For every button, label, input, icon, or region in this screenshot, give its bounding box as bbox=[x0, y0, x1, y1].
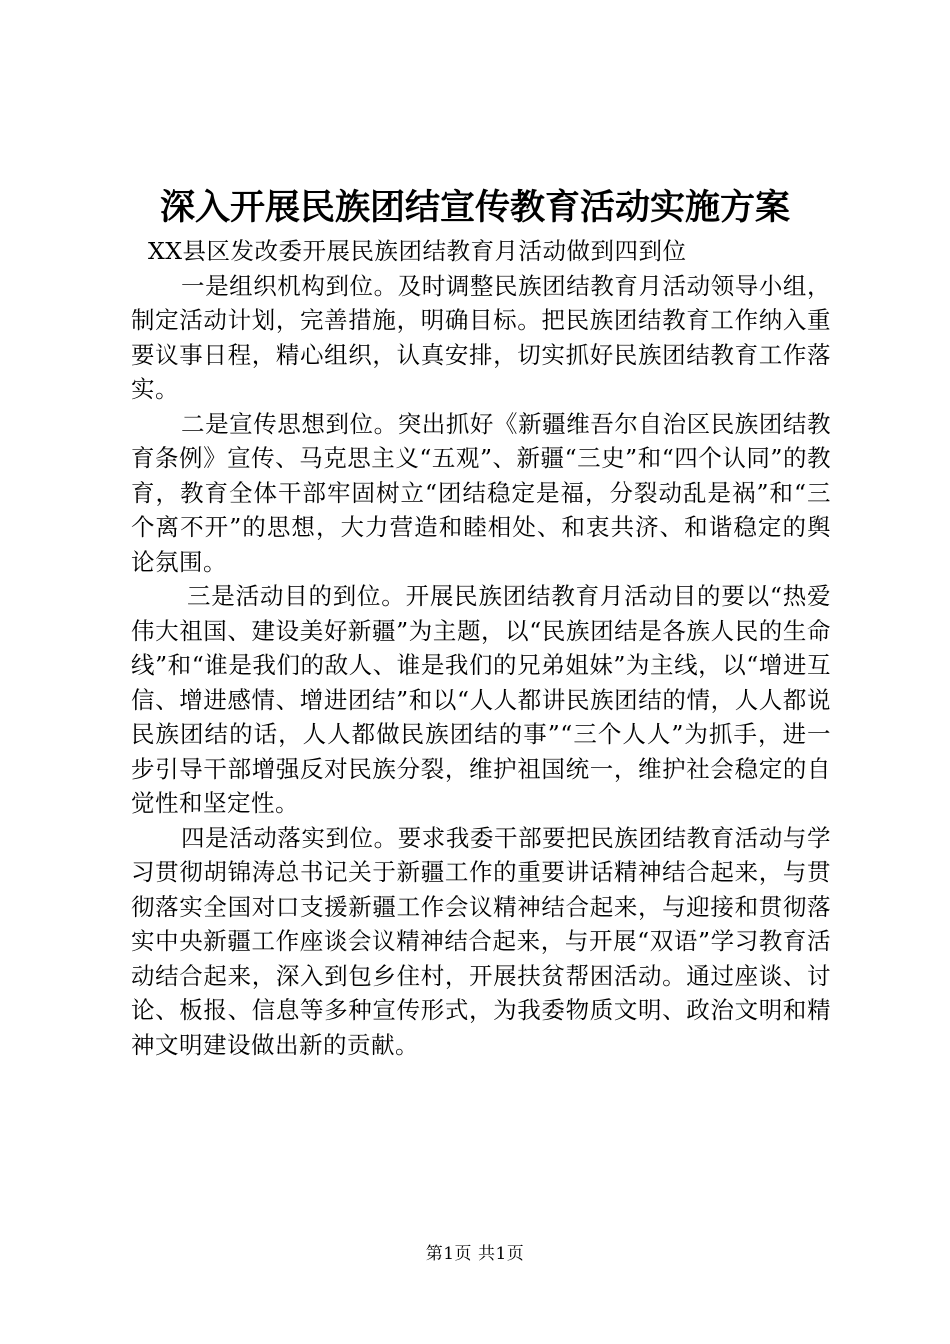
paragraph-publicity: 二是宣传思想到位。突出抓好《新疆维吾尔自治区民族团结教育条例》宣传、马克思主义“五观”、新疆“三史”和“四个认同”的教育，教育全体干部牢固树立“团结稳定是福，分裂动乱是祸”和“三个离不开”的思想，大力营造和睦相处、和衷共济、和谐稳定的舆论氛围。 bbox=[131, 409, 831, 576]
document-title: 深入开展民族团结宣传教育活动实施方案 bbox=[159, 187, 790, 228]
document-subtitle: XX县区发改委开展民族团结教育月活动做到四到位 bbox=[148, 237, 687, 265]
page-number-footer: 第1页 共1页 bbox=[425, 1244, 525, 1264]
paragraph-organization: 一是组织机构到位。及时调整民族团结教育月活动领导小组，制定活动计划，完善措施，明确目标。把民族团结教育工作纳入重要议事日程，精心组织，认真安排，切实抓好民族团结教育工作落实。 bbox=[131, 271, 831, 403]
paragraph-implementation: 四是活动落实到位。要求我委干部要把民族团结教育活动与学习贯彻胡锦涛总书记关于新疆工作的重要讲话精神结合起来，与贯彻落实全国对口支援新疆工作会议精神结合起来，与迎接和贯彻落实中央新疆工作座谈会议精神结合起来，与开展“双语”学习教育活动结合起来，深入到包乡住村，开展扶贫帮困活动。通过座谈、讨论、板报、信息等多种宣传形式，为我委物质文明、政治文明和精神文明建设做出新的贡献。 bbox=[131, 823, 831, 1059]
document-body bbox=[131, 234, 831, 1062]
paragraph-activity-purpose: 三是活动目的到位。开展民族团结教育月活动目的要以“热爱伟大祖国、建设美好新疆”为主题，以“民族团结是各族人民的生命线”和“谁是我们的敌人、谁是我们的兄弟姐妹”为主线，以“增进互信、增进感情、增进团结”和以“人人都讲民族团结的情，人人都说民族团结的话，人人都做民族团结的事”“三个人人”为抓手，进一步引导干部增强反对民族分裂，维护祖国统一，维护社会稳定的自觉性和坚定性。 bbox=[131, 582, 831, 817]
